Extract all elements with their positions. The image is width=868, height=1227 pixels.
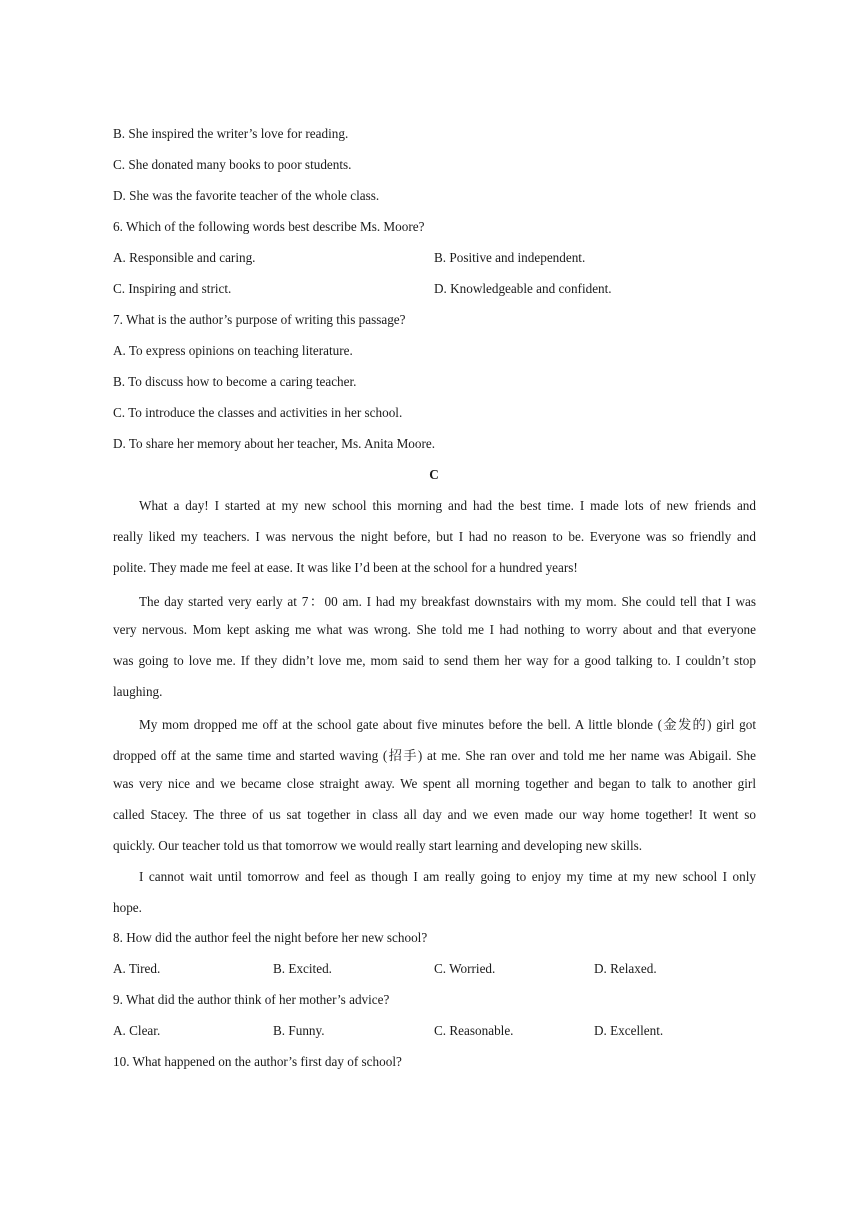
passage-line: laughing.: [113, 684, 163, 699]
passage-line: My mom dropped me off at the school gate about five minutes before the bell. A little blonde (金发的) girl got: [139, 717, 756, 732]
section-c-heading: C: [429, 467, 439, 482]
q9-option-b: B. Funny.: [273, 1023, 325, 1038]
q5-option-c: C. She donated many books to poor students.: [113, 157, 352, 172]
q7-question: 7. What is the author’s purpose of writing this passage?: [113, 312, 406, 327]
q8-option-d: D. Relaxed.: [594, 961, 657, 976]
q5-option-b: B. She inspired the writer’s love for reading.: [113, 126, 349, 141]
passage-line: was going to love me. If they didn’t love me, mom said to send them her way for a good talking to. I couldn’t stop: [113, 653, 756, 668]
q9-option-d: D. Excellent.: [594, 1023, 664, 1038]
q10-question: 10. What happened on the author’s first day of school?: [113, 1054, 402, 1069]
q6-option-b: B. Positive and independent.: [434, 250, 586, 265]
passage-line: hope.: [113, 900, 142, 915]
q9-question: 9. What did the author think of her mother’s advice?: [113, 992, 390, 1007]
q5-option-d: D. She was the favorite teacher of the whole class.: [113, 188, 380, 203]
q7-option-b: B. To discuss how to become a caring teacher.: [113, 374, 357, 389]
passage-line: What a day! I started at my new school this morning and had the best time. I made lots of new friends and: [139, 498, 756, 513]
passage-line: dropped off at the same time and started waving (招手) at me. She ran over and told me her name was Abigail. She: [113, 748, 756, 763]
passage-line: quickly. Our teacher told us that tomorrow we would really start learning and developing new skills.: [113, 838, 643, 853]
q8-option-c: C. Worried.: [434, 961, 496, 976]
q9-option-c: C. Reasonable.: [434, 1023, 514, 1038]
q7-option-d: D. To share her memory about her teacher, Ms. Anita Moore.: [113, 436, 436, 451]
q8-option-a: A. Tired.: [113, 961, 161, 976]
passage-line: called Stacey. The three of us sat together in class all day and we even made our way home together! It went so: [113, 807, 756, 822]
q8-question: 8. How did the author feel the night before her new school?: [113, 930, 428, 945]
q8-option-b: B. Excited.: [273, 961, 332, 976]
passage-line: I cannot wait until tomorrow and feel as though I am really going to enjoy my time at my new school I only: [139, 869, 756, 884]
passage-line: was very nice and we became close straight away. We spent all morning together and began to talk to another girl: [113, 776, 756, 791]
q6-option-d: D. Knowledgeable and confident.: [434, 281, 612, 296]
q6-question: 6. Which of the following words best describe Ms. Moore?: [113, 219, 425, 234]
q9-option-a: A. Clear.: [113, 1023, 161, 1038]
q6-option-a: A. Responsible and caring.: [113, 250, 256, 265]
passage-line: really liked my teachers. I was nervous the night before, but I had no reason to be. Everyone was so friendly and: [113, 529, 756, 544]
q7-option-c: C. To introduce the classes and activities in her school.: [113, 405, 403, 420]
passage-line: polite. They made me feel at ease. It was like I’d been at the school for a hundred years!: [113, 560, 578, 575]
passage-line: The day started very early at 7：00 am. I had my breakfast downstairs with my mom. She could tell that I was: [139, 594, 756, 609]
q7-option-a: A. To express opinions on teaching literature.: [113, 343, 353, 358]
q6-option-c: C. Inspiring and strict.: [113, 281, 232, 296]
passage-line: very nervous. Mom kept asking me what was wrong. She told me I had nothing to worry about and that everyone: [113, 622, 756, 637]
